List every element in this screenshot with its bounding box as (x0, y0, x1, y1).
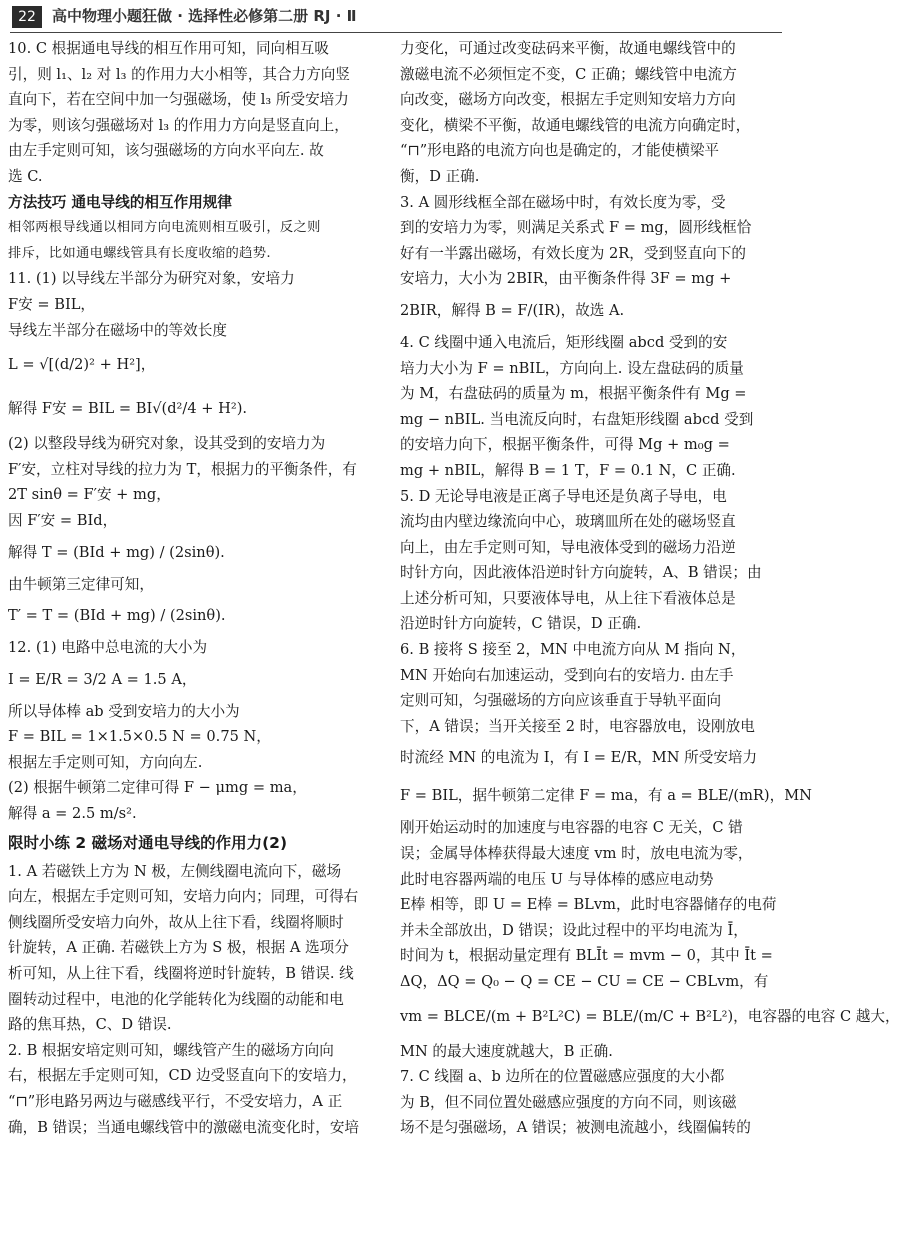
text-line: 10. C 根据通电导线的相互作用可知，同向相互吸 (8, 40, 329, 57)
text-line: vm = BLCE/(m + B²L²C) = BLE/(m/C + B²L²)，电容器的电容 C 越大， (400, 1007, 900, 1025)
text-line: 相邻两根导线通以相同方向电流则相互吸引，反之则 (8, 220, 321, 236)
text-line: 安培力，大小为 2BIR，由平衡条件得 3F = mg + (400, 270, 732, 288)
text-line: mg + nBIL，解得 B = 1 T，F = 0.1 N，C 正确. (400, 461, 736, 479)
text-line: “⊓”形电路的电流方向也是确定的，才能使横梁平 (400, 142, 720, 160)
text-line: 3. A 圆形线框全部在磁场中时，有效长度为零，受 (400, 193, 726, 211)
header-rule (10, 32, 782, 33)
text-line: 12. (1) 电路中总电流的大小为 (8, 639, 208, 657)
text-line: 引，则 l₁、l₂ 对 l₃ 的作用力大小相等，其合力方向竖 (8, 65, 350, 83)
text-line: 为 B，但不同位置处磁感应强度的方向不同，则该磁 (400, 1093, 737, 1111)
text-line: F = BIL = 1×1.5×0.5 N = 0.75 N， (8, 728, 271, 746)
text-line: 路的焦耳热，C、D 错误. (8, 1016, 172, 1034)
text-line: 培力大小为 F = nBIL，方向向上. 设左盘砝码的质量 (400, 359, 744, 377)
text-line: 2T sinθ = F′安 + mg， (8, 486, 171, 504)
text-line: F′安，立柱对导线的拉力为 T，根据力的平衡条件，有 (8, 460, 357, 478)
text-line: 时间为 t，根据动量定理有 BLĪt = mvm − 0，其中 Īt = (400, 947, 773, 965)
text-line: (2) 根据牛顿第二定律可得 F − μmg = ma， (8, 779, 307, 797)
text-line: F安 = BIL， (8, 295, 95, 313)
text-line: 右，根据左手定则可知，CD 边受竖直向下的安培力， (8, 1067, 357, 1085)
text-line: 为零，则该匀强磁场对 l₃ 的作用力方向是竖直向上， (8, 116, 349, 134)
text-line: 沿逆时针方向旋转，C 错误，D 正确. (400, 615, 642, 633)
text-line: 解得 T = (BId + mg) / (2sinθ). (8, 543, 225, 561)
text-line: L = √[(d/2)² + H²]， (8, 356, 156, 374)
text-line: 向上，由左手定则可知，导电液体受到的磁场力沿逆 (400, 538, 736, 556)
text-line: 并未全部放出，D 错误；设此过程中的平均电流为 Ī， (400, 921, 748, 939)
page-header (0, 0, 790, 34)
text-line: (2) 以整段导线为研究对象，设其受到的安培力为 (8, 435, 326, 453)
text-line: 解得 F安 = BIL = BI√(d²/4 + H²). (8, 400, 248, 418)
right-column (400, 36, 900, 1141)
text-line: 解得 a = 2.5 m/s². (8, 805, 137, 823)
text-line: 向左，根据左手定则可知，安培力向内；同理，可得右 (8, 888, 359, 906)
text-line: 2. B 根据安培定则可知，螺线管产生的磁场方向向 (8, 1041, 334, 1059)
text-line: 根据左手定则可知，方向向左. (8, 753, 203, 771)
text-line: 针旋转，A 正确. 若磁铁上方为 S 极，根据 A 选项分 (8, 939, 349, 957)
text-line: 侧线圈所受安培力向外，故从上往下看，线圈将顺时 (8, 913, 344, 931)
text-line: 排斥，比如通电螺线管具有长度收缩的趋势. (8, 245, 271, 261)
text-line: 6. B 接将 S 接至 2，MN 中电流方向从 M 指向 N， (400, 641, 746, 659)
text-line: 好有一半露出磁场，有效长度为 2R，受到竖直向下的 (400, 244, 746, 262)
text-line: 由牛顿第三定律可知， (8, 575, 154, 593)
text-line: MN 的最大速度就越大，B 正确. (400, 1042, 613, 1060)
text-line: 为 M，右盘砝码的质量为 m，根据平衡条件有 Mg = (400, 385, 747, 403)
text-line: 变化，横梁不平衡，故通电螺线管的电流方向确定时， (400, 116, 751, 134)
text-line: 直向下，若在空间中加一匀强磁场，使 l₃ 所受安培力 (8, 91, 349, 109)
text-line: 选 C. (8, 167, 43, 185)
text-line: 激磁电流不必须恒定不变，C 正确；螺线管中电流方 (400, 65, 737, 83)
text-line: 5. D 无论导电液是正离子导电还是负离子导电，电 (400, 487, 727, 505)
text-line: 误；金属导体棒获得最大速度 vm 时，放电电流为零， (400, 845, 753, 863)
left-column (8, 36, 391, 1140)
text-line: MN 开始向右加速运动，受到向右的安培力. 由左手 (400, 666, 734, 684)
text-line: 流均由内壁边缘流向中心，玻璃皿所在处的磁场竖直 (400, 513, 736, 531)
text-line: T′ = T = (BId + mg) / (2sinθ). (8, 607, 226, 625)
text-line: 圈转动过程中，电池的化学能转化为线圈的动能和电 (8, 990, 344, 1008)
text-line: 刚开始运动时的加速度与电容器的电容 C 无关，C 错 (400, 819, 743, 837)
text-line: E棒 相等，即 U = E棒 = BLvm，此时电容器储存的电荷 (400, 896, 777, 914)
text-line: I = E/R = 3/2 A = 1.5 A， (8, 670, 197, 688)
text-line: 4. C 线圈中通入电流后，矩形线圈 abcd 受到的安 (400, 333, 728, 351)
text-line: 下，A 错误；当开关接至 2 时，电容器放电，设刚放电 (400, 717, 755, 735)
text-line: 所以导体棒 ab 受到安培力的大小为 (8, 702, 240, 720)
text-line: 衡，D 正确. (400, 167, 480, 185)
text-line: 11. (1) 以导线左半部分为研究对象，安培力 (8, 270, 295, 288)
text-line: 向改变，磁场方向改变，根据左手定则知安培力方向 (400, 91, 736, 109)
text-line: 方法技巧 通电导线的相互作用规律 (8, 193, 232, 211)
book-title: 高中物理小题狂做 · 选择性必修第二册 RJ · Ⅱ (52, 7, 357, 25)
text-line: 场不是匀强磁场，A 错误；被测电流越小，线圈偏转的 (400, 1119, 751, 1137)
text-line: 此时电容器两端的电压 U 与导体棒的感应电动势 (400, 870, 714, 888)
page-number: 22 (12, 6, 42, 28)
text-line: F = BIL，据牛顿第二定律 F = ma，有 a = BLE/(mR)，MN (400, 787, 812, 805)
text-line: 上述分析可知，只要液体导电，从上往下看液体总是 (400, 589, 736, 607)
text-line: 时针方向，因此液体沿逆时针方向旋转，A、B 错误；由 (400, 564, 762, 582)
text-line: 由左手定则可知，该匀强磁场的方向水平向左. 故 (8, 142, 324, 160)
text-line: ΔQ，ΔQ = Q₀ − Q = CE − CU = CE − CBLvm，有 (400, 973, 769, 990)
text-line: “⊓”形电路另两边与磁感线平行，不受安培力，A 正 (8, 1093, 343, 1110)
text-line: 2BIR，解得 B = F/(IR)，故选 A. (400, 301, 625, 319)
text-line: 1. A 若磁铁上方为 N 极，左侧线圈电流向下，磁场 (8, 862, 342, 880)
text-line: 确，B 错误；当通电螺线管中的激磁电流变化时，安培 (8, 1118, 360, 1136)
text-line: 的安培力向下，根据平衡条件，可得 Mg + m₀g = (400, 436, 730, 454)
text-line: 析可知，从上往下看，线圈将逆时针旋转，B 错误. 线 (8, 965, 354, 983)
text-line: 定则可知，匀强磁场的方向应该垂直于导轨平面向 (400, 692, 722, 710)
text-line: 到的安培力为零，则满足关系式 F = mg，圆形线框恰 (400, 219, 752, 237)
text-line: mg − nBIL. 当电流反向时，右盘矩形线圈 abcd 受到 (400, 410, 754, 428)
text-line: 限时小练 2 磁场对通电导线的作用力(2) (8, 833, 288, 852)
text-line: 因 F′安 = BId， (8, 511, 118, 529)
text-line: 力变化，可通过改变砝码来平衡，故通电螺线管中的 (400, 40, 736, 57)
text-line: 时流经 MN 的电流为 I，有 I = E/R，MN 所受安培力 (400, 749, 758, 767)
text-line: 导线左半部分在磁场中的等效长度 (8, 321, 227, 339)
text-line: 7. C 线圈 a、b 边所在的位置磁感应强度的大小都 (400, 1068, 725, 1086)
